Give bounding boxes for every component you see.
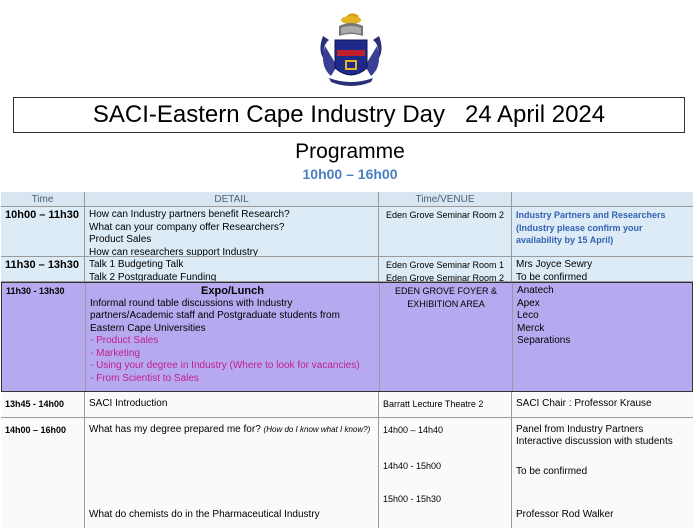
programme-heading: Programme — [295, 140, 405, 163]
bullet-item: - Using your degree in Industry (Where to look for vacancies) — [90, 360, 360, 371]
header-venue: Time/VENUE — [379, 192, 512, 206]
header-detail: DETAIL — [85, 192, 379, 206]
row-detail: How can Industry partners benefit Research? What can your company offer Researchers? Product Sales How can researchers support Industry — [85, 207, 379, 256]
row-detail: What has my degree prepared me for? (How do I know what I know?) What do chemists do in the Pharmaceutical Industry — [85, 418, 379, 528]
row-time: 11h30 - 13h30 — [2, 283, 86, 391]
university-crest-logo — [315, 6, 387, 90]
row-detail: SACI Introduction — [85, 392, 379, 417]
table-row — [1, 207, 693, 257]
row-detail: Talk 1 Budgeting Talk Talk 2 Postgraduate Funding — [85, 257, 379, 281]
row-venue: 14h00 – 14h40 14h40 - 15h00 15h00 - 15h30 — [379, 418, 512, 528]
row-time: 14h00 – 16h00 — [1, 418, 85, 528]
bullet-item: - Product Sales — [90, 335, 159, 346]
table-row — [1, 392, 693, 418]
header-people — [512, 192, 693, 206]
row-venue: Eden Grove Seminar Room 1 Eden Grove Seminar Room 2 — [379, 257, 512, 281]
row-venue: Barratt Lecture Theatre 2 — [379, 392, 512, 417]
row-detail: Expo/Lunch Informal round table discussions with Industry partners/Academic staff and Postgraduate students from Eastern Cape Universities - Product Sales - Marketing - Using your degree in Industry (Where to look for vacancies) - From Scientist to Sales — [86, 283, 380, 391]
bullet-item: - Marketing — [90, 347, 141, 359]
row-time: 13h45 - 14h00 — [1, 392, 85, 417]
row-people: Mrs Joyce Sewry To be confirmed — [516, 259, 593, 281]
row-time: 10h00 – 11h30 — [1, 207, 85, 256]
row-people: Industry Partners and Researchers (Industry please confirm your availability by 15 April) — [516, 210, 666, 245]
row-people: SACI Chair : Professor Krause — [516, 398, 652, 409]
row-venue: Eden Grove Seminar Room 2 — [379, 207, 512, 256]
header-time: Time — [1, 192, 85, 206]
table-header-row — [1, 192, 693, 207]
table-row-expo — [1, 282, 693, 392]
row-venue: EDEN GROVE FOYER & EXHIBITION AREA — [380, 283, 513, 391]
row-people: Panel from Industry Partners Interactive discussion with students To be confirmed Professor Rod Walker — [516, 424, 673, 520]
event-time-range: 10h00 – 16h00 — [302, 166, 398, 182]
table-row — [1, 257, 693, 282]
table-row — [1, 418, 693, 528]
row-people: Anatech Apex Leco Merck Separations — [517, 285, 571, 346]
row-time: 11h30 – 13h30 — [1, 257, 85, 281]
bullet-item: - From Scientist to Sales — [90, 372, 199, 384]
event-title: SACI-Eastern Cape Industry Day 24 April 2024 — [13, 97, 685, 133]
